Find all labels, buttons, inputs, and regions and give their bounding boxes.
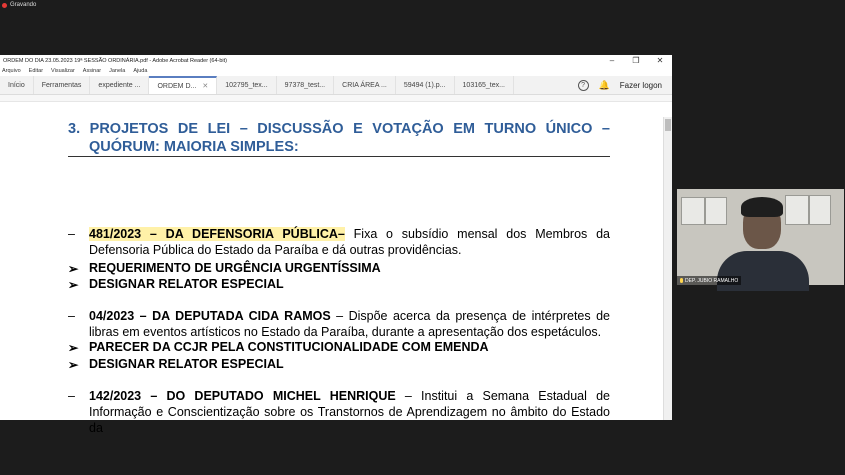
person-hair (741, 197, 783, 217)
close-icon[interactable]: ✕ (656, 56, 664, 65)
section-heading-line2: QUÓRUM: MAIORIA SIMPLES: (89, 139, 299, 155)
action-item (68, 357, 284, 372)
action-text: REQUERIMENTO DE URGÊNCIA URGENTÍSSIMA (89, 261, 381, 275)
recording-label: Gravando (10, 2, 37, 8)
tab-cria-area[interactable] (334, 76, 396, 94)
menu-bar (0, 66, 672, 76)
scroll-thumb[interactable] (665, 119, 671, 131)
item-dash: – (68, 309, 75, 323)
tab-ferramentas[interactable] (34, 76, 91, 94)
vertical-scrollbar[interactable] (663, 117, 672, 420)
tab-103165[interactable] (455, 76, 514, 94)
logon-button[interactable]: Fazer logon (619, 80, 662, 90)
action-text: PARECER DA CCJR PELA CONSTITUCIONALIDADE COM EMENDA (89, 340, 489, 354)
menu-arquivo[interactable]: Arquivo (2, 68, 21, 74)
window-controls (600, 56, 672, 65)
arrow-icon: ➢ (68, 262, 79, 276)
tab-bar (0, 76, 672, 95)
tab-expediente[interactable] (90, 76, 149, 94)
wall-frame (785, 195, 809, 225)
action-item (68, 261, 381, 276)
bill-481-2023 (68, 226, 610, 258)
tab-label: 59494 (1).p... (403, 81, 446, 89)
tab-inicio[interactable] (0, 76, 34, 94)
section-heading-line1: 3. PROJETOS DE LEI – DISCUSSÃO E VOTAÇÃO EM TURNO ÚNICO – (68, 121, 610, 137)
tab-97378[interactable] (277, 76, 334, 94)
toolbar-right (578, 76, 672, 94)
arrow-icon: ➢ (68, 341, 79, 355)
menu-ajuda[interactable]: Ajuda (133, 68, 148, 74)
bill-heading: 142/2023 – DO DEPUTADO MICHEL HENRIQUE (89, 389, 396, 403)
record-dot-icon (2, 3, 7, 8)
tab-label: 103165_tex... (462, 81, 505, 89)
title-bar (0, 55, 672, 66)
tab-label: 102795_tex... (225, 81, 268, 89)
tab-label: expediente ... (98, 81, 141, 89)
action-text: DESIGNAR RELATOR ESPECIAL (89, 357, 284, 371)
wall-frame (809, 195, 831, 225)
window-title: ORDEM DO DIA 23.05.2023 19ª SESSÃO ORDINÁRIA.pdf - Adobe Acrobat Reader (64-bit) (3, 57, 227, 64)
wall-frame (681, 197, 705, 225)
person-body (717, 251, 809, 291)
wall-frame (705, 197, 727, 225)
tab-label: Início (8, 81, 25, 89)
item-dash: – (68, 389, 75, 403)
arrow-icon: ➢ (68, 278, 79, 292)
arrow-icon: ➢ (68, 358, 79, 372)
menu-janela[interactable]: Janela (109, 68, 126, 74)
item-dash: – (68, 227, 75, 241)
mic-icon (680, 278, 683, 283)
bill-description: Fixa o subsídio mensal dos Membros da Defensoria Pública do Estado da Paraíba e dá outras providências. (89, 227, 610, 257)
tab-label: ORDEM D... (157, 82, 197, 90)
bill-description: – Dispõe acerca da presença de intérpretes de libras em eventos artísticos no Estado da Paraíba, durante a apresentação dos espetáculos. (89, 309, 610, 339)
action-item (68, 277, 284, 292)
bell-icon[interactable]: 🔔 (598, 79, 610, 90)
action-item (68, 340, 489, 355)
menu-editar[interactable]: Editar (28, 68, 44, 74)
action-text: DESIGNAR RELATOR ESPECIAL (89, 277, 284, 291)
maximize-icon[interactable]: ❐ (632, 56, 640, 65)
tool-strip (0, 95, 672, 102)
participant-video[interactable] (677, 189, 844, 285)
tab-ordem-do-dia[interactable] (149, 76, 217, 94)
bill-142-2023 (68, 388, 610, 435)
help-icon[interactable]: ? (578, 80, 589, 91)
bill-04-2023 (68, 308, 610, 340)
close-tab-icon[interactable]: ✕ (202, 83, 209, 90)
bill-heading: 04/2023 – DA DEPUTADA CIDA RAMOS (89, 309, 331, 323)
participant-name-tag (677, 276, 741, 285)
bill-description: – Institui a Semana Estadual de Informação e Conscientização sobre os Transtornos de Aprendizagem no âmbito do Estado da (89, 389, 610, 435)
minimize-icon[interactable]: – (609, 56, 615, 65)
menu-assinar[interactable]: Assinar (82, 68, 102, 74)
recording-indicator (0, 0, 36, 10)
heading-rule (68, 156, 610, 157)
tab-label: 97378_test... (284, 81, 326, 89)
section-heading (68, 120, 610, 156)
tab-59494[interactable] (396, 76, 455, 94)
tab-102795[interactable] (217, 76, 276, 94)
tab-label: Ferramentas (41, 81, 82, 89)
tab-label: CRIA ÁREA ... (342, 81, 387, 89)
participant-name: DEP. JUBIO RAMALHO (685, 277, 739, 284)
bill-heading: 481/2023 – DA DEFENSORIA PÚBLICA– (89, 227, 345, 241)
menu-visualizar[interactable]: Visualizar (51, 68, 75, 74)
